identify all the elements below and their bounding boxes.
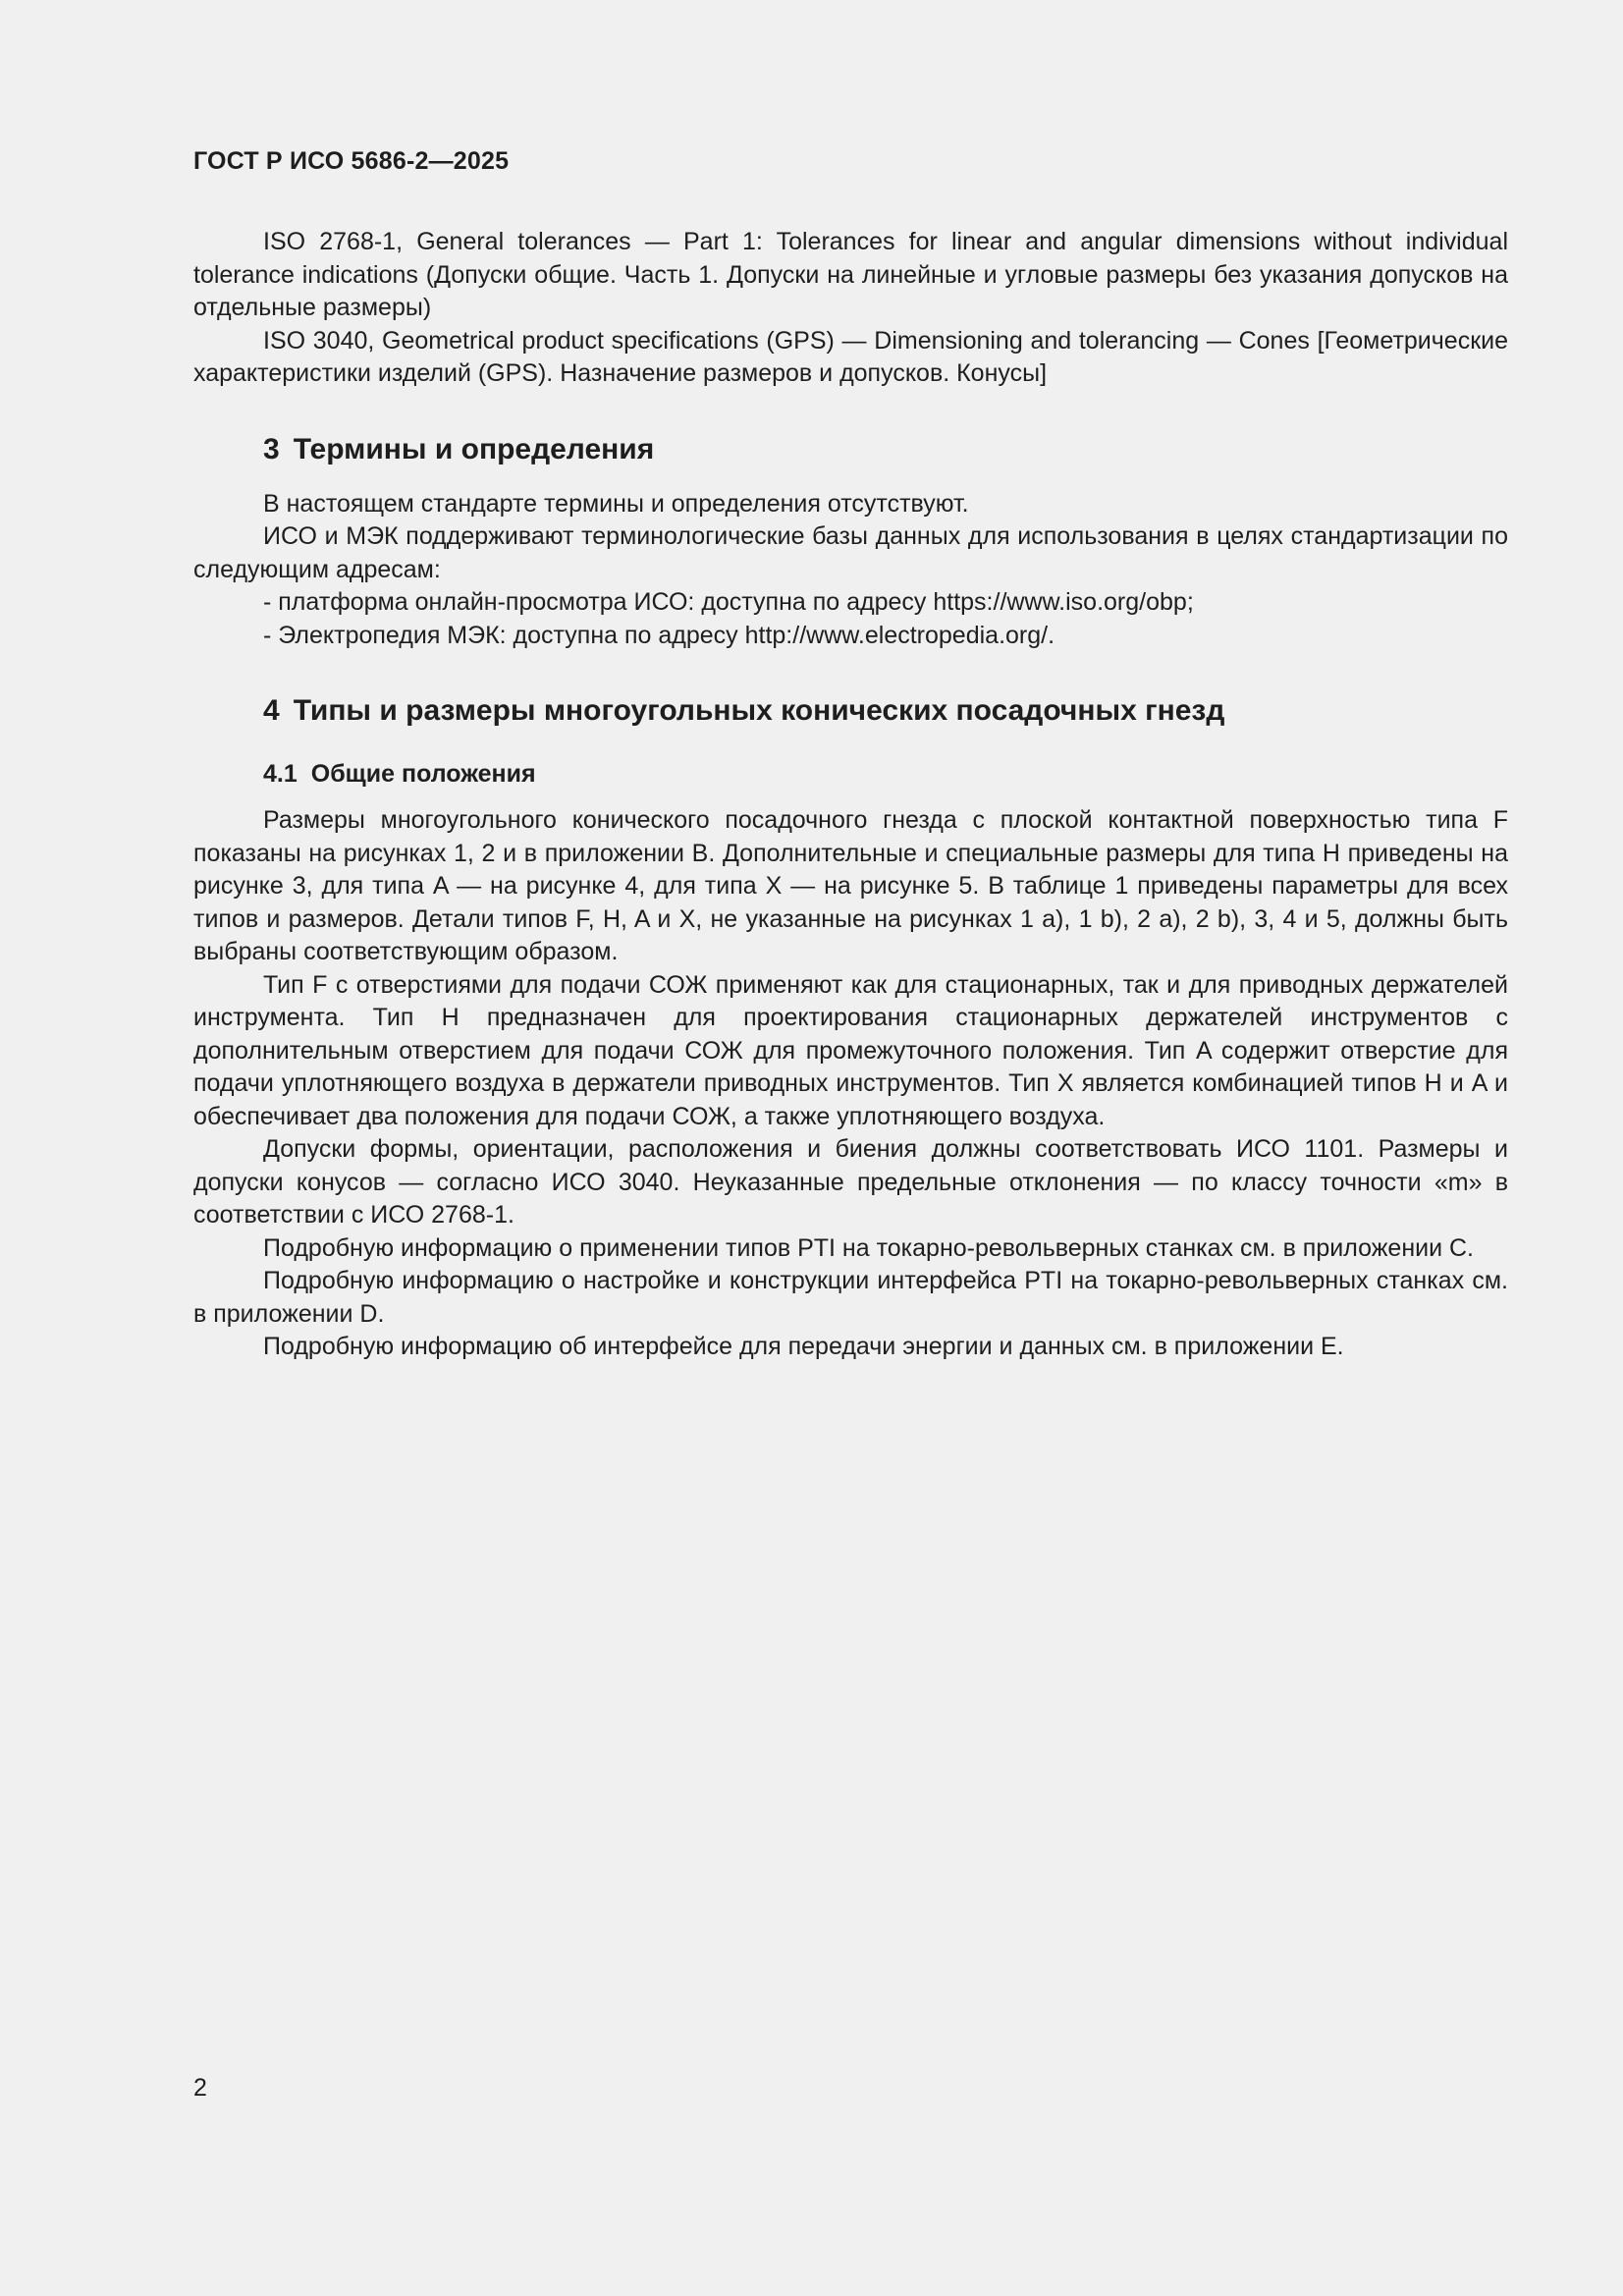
section-3-heading [193, 430, 1508, 469]
page-number: 2 [193, 2074, 207, 2102]
reference-iso-3040: ISO 3040, Geometrical product specifications (GPS) — Dimensioning and tolerancing — Cones [Геометрические характеристики изделий (GPS). Назначение размеров и допусков. Конусы] [193, 326, 1508, 387]
reference-iso-2768-1: ISO 2768-1, General tolerances — Part 1: Tolerances for linear and angular dimensions without individual tolerance indications (Допуски общие. Часть 1. Допуски на линейные и угловые размеры без указания допусков на отдельные размеры) [193, 228, 1508, 321]
section-3-paragraph: В настоящем стандарте термины и определения отсутствуют. [263, 489, 969, 518]
section-4-paragraph: Допуски формы, ориентации, расположения и биения должны соответствовать ИСО 1101. Размеры и допуски конусов — согласно ИСО 3040. Неуказанные предельные отклонения — по классу точности «m» в соответствии с ИСО 2768-1. [193, 1135, 1508, 1229]
section-4-paragraph: Размеры многоугольного конического посадочного гнезда с плоской контактной поверхностью типа F показаны на рисунках 1, 2 и в приложении В. Дополнительные и специальные размеры для типа H приведены на рисунке 3, для типа A — на рисунке 4, для типа X — на рисунке 5. В таблице 1 приведены параметры для всех типов и размеров. Детали типов F, H, A и X, не указанные на рисунках 1 a), 1 b), 2 a), 2 b), 3, 4 и 5, должны быть выбраны соответствующим образом. [193, 806, 1508, 965]
list-item-electropedia: - Электропедия МЭК: доступна по адресу http://www.electropedia.org/. [263, 621, 1055, 649]
section-4-heading [193, 691, 1508, 731]
section-3-number: 3 [263, 432, 280, 465]
section-4-paragraph: Тип F с отверстиями для подачи СОЖ применяют как для стационарных, так и для приводных держателей инструмента. Тип H предназначен для проектирования стационарных держателей инструментов с дополнительным отверстием для подачи СОЖ для промежуточного положения. Тип A содержит отверстие для подачи уплотняющего воздуха в держатели приводных инструментов. Тип X является комбинацией типов H и A и обеспечивает два положения для подачи СОЖ, а также уплотняющего воздуха. [193, 970, 1508, 1130]
section-4-title: Типы и размеры многоугольных конических посадочных гнезд [293, 694, 1225, 727]
list-item-iso-obp: - платформа онлайн-просмотра ИСО: доступна по адресу https://www.iso.org/obp; [263, 588, 1194, 616]
section-3-title: Термины и определения [293, 432, 655, 465]
page-content [193, 226, 1508, 1364]
section-4-paragraph: Подробную информацию об интерфейсе для передачи энергии и данных см. в приложении Е. [263, 1333, 1344, 1360]
section-3-paragraph: ИСО и МЭК поддерживают терминологические базы данных для использования в целях стандартизации по следующим адресам: [193, 522, 1508, 583]
running-header: ГОСТ Р ИСО 5686-2—2025 [193, 147, 510, 175]
section-4-number: 4 [263, 694, 280, 727]
subsection-4-1-title: Общие положения [310, 760, 536, 788]
subsection-4-1-heading [193, 758, 1508, 791]
section-4-paragraph: Подробную информацию о применении типов PTI на токарно-револьверных станках см. в приложении С. [263, 1233, 1475, 1262]
section-4-paragraph: Подробную информацию о настройке и конструкции интерфейса PTI на токарно-револьверных станках см. в приложении D. [193, 1267, 1508, 1328]
subsection-4-1-number: 4.1 [263, 760, 298, 788]
